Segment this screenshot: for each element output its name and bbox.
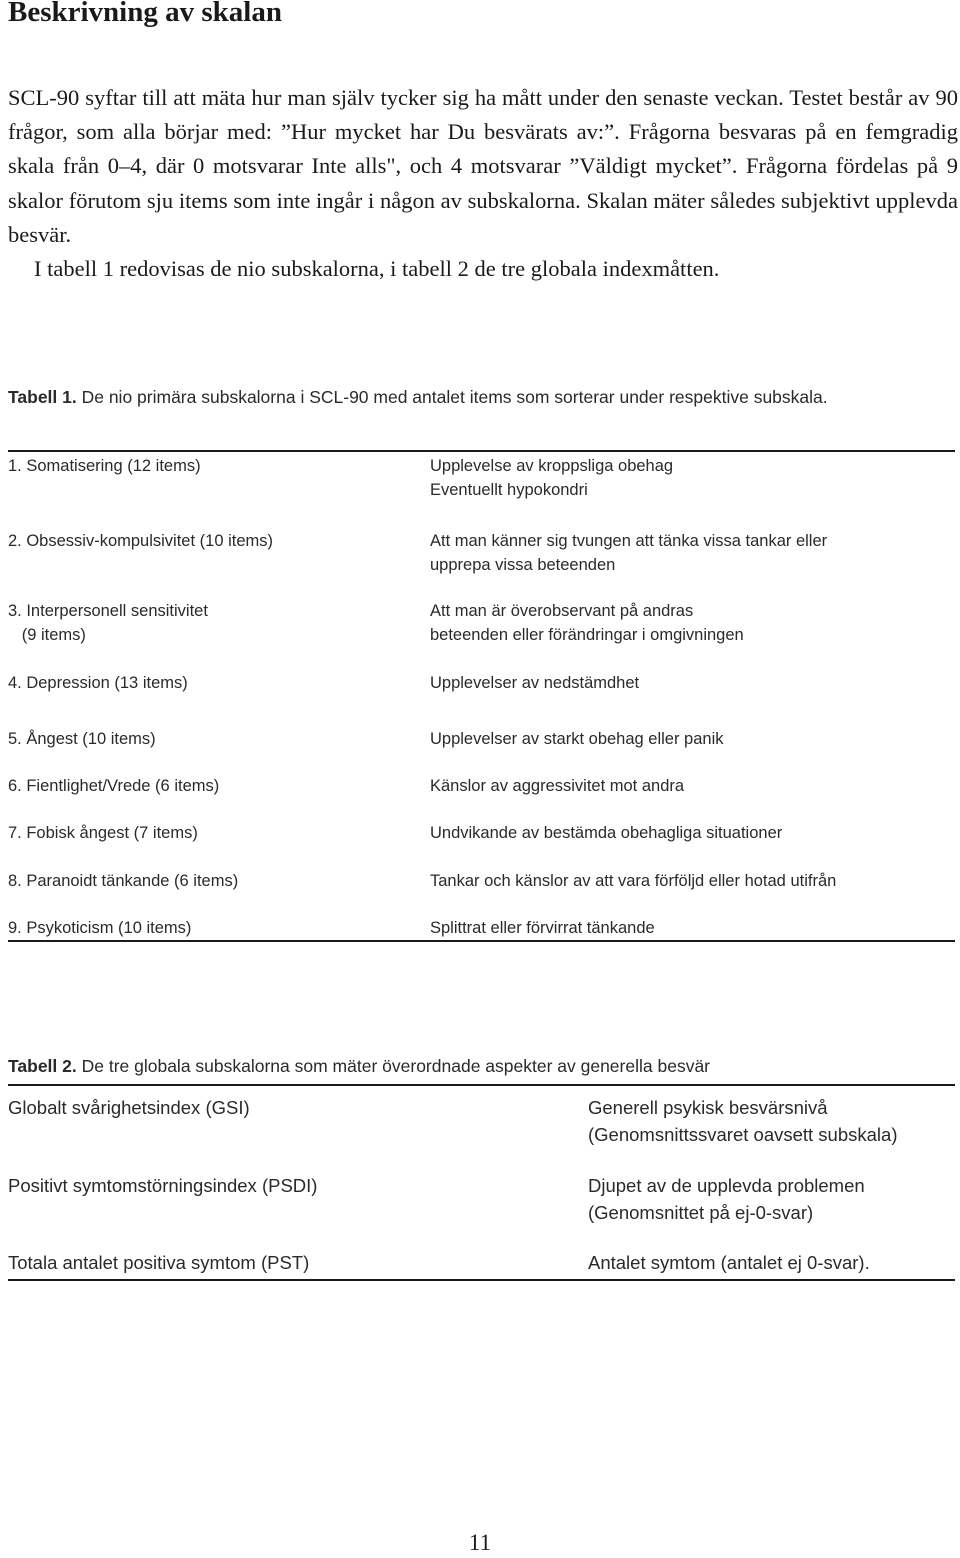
subscale-description: Splittrat eller förvirrat tänkande: [430, 919, 655, 937]
table1-bottom-rule: [8, 940, 955, 942]
table1-top-rule: [8, 450, 955, 452]
subscale-description: Känslor av aggressivitet mot andra: [430, 777, 685, 795]
intro-text: [8, 81, 958, 286]
table2-caption-label: Tabell 2.: [8, 1056, 77, 1076]
subscale-description: Att man känner sig tvungen att tänka vissa tankar eller upprepa vissa beteenden: [430, 532, 828, 574]
table1-caption-text: De nio primära subskalorna i SCL-90 med antalet items som sorterar under respektive subskala.: [76, 387, 828, 407]
table2-top-rule: [8, 1084, 955, 1086]
intro-paragraph-table-reference: I tabell 1 redovisas de nio subskalorna, i tabell 2 de tre globala indexmåtten.: [34, 256, 720, 282]
table1-caption-label: Tabell 1.: [8, 387, 77, 407]
table2-caption-text: De tre globala subskalorna som mäter överordnade aspekter av generella besvär: [76, 1056, 710, 1076]
subscale-name: 8. Paranoidt tänkande (6 items): [8, 872, 239, 890]
subscale-name: 9. Psykoticism (10 items): [8, 919, 192, 937]
table2-bottom-rule: [8, 1279, 955, 1281]
subscale-description: Undvikande av bestämda obehagliga situationer: [430, 824, 783, 842]
index-description: Djupet av de upplevda problemen (Genomsnittet på ej-0-svar): [588, 1175, 865, 1223]
index-description: Antalet symtom (antalet ej 0-svar).: [588, 1252, 870, 1273]
table2-caption: [8, 1053, 953, 1079]
index-description: Generell psykisk besvärsnivå (Genomsnittssvaret oavsett subskala): [588, 1097, 898, 1145]
subscale-name: 4. Depression (13 items): [8, 674, 188, 692]
subscale-name: 1. Somatisering (12 items): [8, 457, 201, 475]
subscale-name: 2. Obsessiv-kompulsivitet (10 items): [8, 532, 273, 550]
subscale-name: 6. Fientlighet/Vrede (6 items): [8, 777, 220, 795]
table1-caption: [8, 384, 953, 410]
subscale-description: Att man är överobservant på andras beteenden eller förändringar i omgivningen: [430, 602, 744, 644]
index-name: Totala antalet positiva symtom (PST): [8, 1252, 310, 1273]
intro-paragraph: SCL-90 syftar till att mäta hur man själv tycker sig ha mått under den senaste veckan. Testet består av 90 frågor, som alla börjar med: ”Hur mycket har Du besvärats av:”. Frågorna besvaras på en femgradig skala från 0–4, där 0 motsvarar Inte alls", och 4 motsvarar ”Väldigt mycket”. Frågorna fördelas på 9 skalor förutom sju items som inte ingår i någon av subskalorna. Skalan mäter således subjektivt upplevda besvär.: [8, 85, 958, 247]
subscale-name: 7. Fobisk ångest (7 items): [8, 824, 198, 842]
subscale-description: Upplevelser av nedstämdhet: [430, 674, 640, 692]
subscale-description: Tankar och känslor av att vara förföljd eller hotad utifrån: [430, 872, 837, 890]
index-name: Positivt symtomstörningsindex (PSDI): [8, 1175, 318, 1196]
page-number: 11: [468, 1530, 492, 1555]
section-heading: Beskrivning av skalan: [8, 0, 282, 28]
subscale-description: Upplevelser av starkt obehag eller panik: [430, 730, 724, 748]
subscale-name: 5. Ångest (10 items): [8, 730, 156, 748]
index-name: Globalt svårighetsindex (GSI): [8, 1097, 250, 1118]
subscale-description: Upplevelse av kroppsliga obehag Eventuellt hypokondri: [430, 457, 674, 499]
subscale-name: 3. Interpersonell sensitivitet (9 items): [8, 602, 208, 644]
